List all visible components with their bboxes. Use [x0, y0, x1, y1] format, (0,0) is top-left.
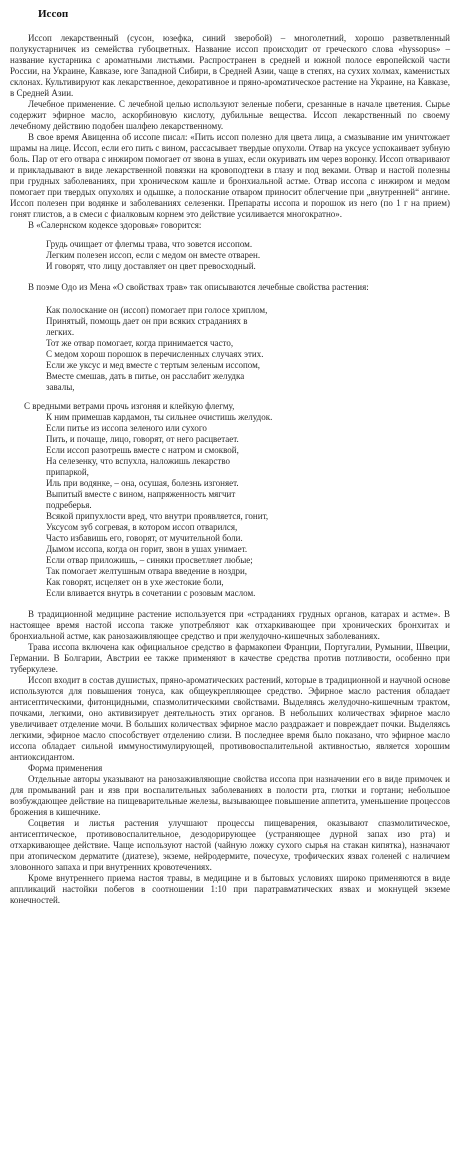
poem-line: Если же уксус и мед вместе с тертым зеленым иссопом,	[46, 360, 261, 370]
poem-odo-part-1	[10, 305, 450, 393]
paragraph-medical-use: Лечебное применение. С лечебной целью используют зеленые побеги, срезанные в начале цветения. Сырье содержит эфирное масло, аскорбиновую кислоту, дубильные вещества. Иссоп лекарственный по своему лечебному действию подобен шалфею лекарственному.	[10, 99, 450, 131]
paragraph-pharmacopoeia: Трава иссопа включена как официальное средство в фармакопеи Франции, Португалии, Румынии, Швеции, Германии. В Болгарии, Австрии ее также применяют в качестве средства против потливости, особенно при туберкулезе.	[10, 642, 450, 674]
poem-line: подреберья.	[46, 500, 92, 510]
poem-line: Грудь очищает от флегмы трава, что зовется иссопом.	[46, 239, 253, 249]
poem-line: Уксусом зуб согревая, в котором иссоп отварился,	[46, 522, 238, 532]
poem-line: С медом хорош порошок в перечисленных случаях этих.	[46, 349, 264, 359]
section-heading-form: Форма применения	[28, 763, 103, 773]
poem-line: Если отвар приложишь, – синяки просветляет любые;	[46, 555, 253, 565]
closing-section	[10, 609, 450, 906]
poem-line: Если вливается внутрь в сочетании с розовым маслом.	[46, 588, 256, 598]
poem-line: Выпитый вместе с вином, напряженность мягчит	[46, 489, 236, 499]
poem-line: легких.	[46, 327, 75, 337]
poem-line: Как полоскание он (иссоп) помогает при голосе хриплом,	[46, 305, 268, 315]
poem-line: Если питье из иссопа зеленого или сухого	[46, 423, 207, 433]
poem-line: Вместе смешав, дать в питье, он расслабит желудка	[46, 371, 245, 381]
poem-line: Как говорят, исцеляет он в ухе жестокие боли,	[46, 577, 224, 587]
poem-line: Так помогает желтушным отвара введение в ноздри,	[46, 566, 248, 576]
paragraph-wound-healing: Отдельные авторы указывают на ранозаживляющие свойства иссопа при назначении его в виде примочек и для промываний ран и язв при воспалительных заболеваниях в полости рта, глотки и гортани; небольшое возбуждающее действие на пищеварительные железы, вызывающее повышение аппетита, уменьшение процессов брожения в кишечнике.	[10, 774, 450, 817]
poem-line: Легким полезен иссоп, если с медом он вместе отварен.	[46, 250, 261, 260]
poem-line: Дымом иссопа, когда он горит, звон в ушах унимает.	[46, 544, 248, 554]
poem-line: припаркой,	[46, 467, 89, 477]
poem-line: Тот же отвар помогает, когда принимается часто,	[46, 338, 234, 348]
poem-line: К ним примешав кардамон, ты сильнее очистишь желудок.	[46, 412, 273, 422]
poem-salerno	[10, 239, 450, 272]
paragraph-description: Иссоп лекарственный (сусон, юзефка, синий зверобой) – многолетний, хорошо разветвленный полукустарничек из семейства губоцветных. Название иссоп происходит от греческого слова «hyssopus» – название кустарника с ароматными листьями. Распространен в средней и южной полосе европейской части России, на Украине, Кавказе, юге Западной Сибири, в Средней Азии, чаще в степях, на сухих холмах, каменистых склонах. Культивируют как лекарственное, декоративное и пряно-ароматическое растение на Украине, на Кавказе, в Средней Азии.	[10, 33, 450, 98]
poem-line: Иль при водянке, – она, осушая, болезнь изгоняет.	[46, 478, 239, 488]
intro-section	[10, 33, 450, 231]
poem-line: Принятый, помощь дает он при всяких страданиях в	[46, 316, 248, 326]
paragraph-applications: Кроме внутреннего приема настоя травы, в медицине и в бытовых условиях широко применяются в виде аппликаций настойки побегов в соотношении 1:10 при паратравматических язвах и мокнущей экземе конечностей.	[10, 873, 450, 905]
poem-line: И говорят, что лицу доставляет он цвет превосходный.	[46, 261, 256, 271]
poem-line: Часто избавишь его, говорят, от мучительной боли.	[46, 533, 243, 543]
poem-line: На селезенку, что вспухла, наложишь лекарство	[46, 456, 231, 466]
odo-intro: В поэме Одо из Мена «О свойствах трав» так описываются лечебные свойства растения:	[28, 282, 369, 292]
paragraph-essential-oil: Иссоп входит в состав душистых, пряно-ароматических растений, которые в традиционной и научной основе используются для повышения тонуса, как общеукрепляющее средство. Эфирное масло растения обладает антисептическими, фитонцидными, спазмолитическими свойствами. Выделяясь желудочно-кишечным трактом, почками, легкими, оно активизирует деятельность этих органов. В небольших количествах эфирное масло увеличивает отделение мочи. В больших количествах эфирное масло раздражает и повреждает почки. Выделяясь легкими, эфирное масло способствует отделению слизи. В последнее время было показано, что эфирное масло иссопа обладает сильной иммуностимулирующей, противовоспалительной активностью, является хорошим антиоксидантом.	[10, 675, 450, 762]
paragraph-digestion: Соцветия и листья растения улучшают процессы пищеварения, оказывают спазмолитическое, антисептическое, противовоспалительное, дезодорирующее (устраняющее дурной запах изо рта) и отхаркивающее действие. Чаще используют настой (чайную ложку сухого сырья на стакан кипятка), назначают при атопическом дерматите (диатезе), экземе, нейродермите, почесухе, трофических язвах голеней с наличием зловонного запаха и при внутренних кровотечениях.	[10, 818, 450, 872]
article-title: Иссоп	[38, 8, 69, 20]
poem-line: завалы,	[46, 382, 75, 392]
paragraph-traditional-medicine: В традиционной медицине растение используется при «страданиях грудных органов, катарах и астме». В настоящее время настой иссопа также употребляют как отхаркивающее при хронических бронхитах и бронхиальной астме, как ранозаживляющее средство и при желудочно-кишечных заболеваниях.	[10, 609, 450, 641]
paragraph-avicenna: В свое время Авиценна об иссопе писал: «Пить иссоп полезно для цвета лица, а смазывание им уничтожает шрамы на лице. Иссоп, если его пить с вином, рассасывает твердые опухоли. Отвар на уксусе успокаивает зубную боль. Пар от его отвара с инжиром помогает от звона в ушах, если окуривать им через воронку. Иссоп отваривают и прикладывают в виде лекарственной повязки на кровоподтеки в глазу и под веками. Отвар и настой полезны при грудных заболеваниях, при хроническом кашле и бронхиальной астме. Отвар иссопа с инжиром и медом помогает при твердых опухолях и одышке, а полоскание отваром приносит облегчение при „внутренней“ ангине. Иссоп полезен при водянке и заболеваниях селезенки. Препараты иссопа и порошок из него (по 1 г на прием) гонят глистов, а в смеси с фиалковым корнем это действие усиливается многократно».	[10, 132, 450, 219]
poem-line: Пить, и почаще, лицо, говорят, от него расцветает.	[46, 434, 239, 444]
poem-line: С вредными ветрами прочь изгоняя и клейкую флегму,	[24, 401, 235, 411]
poem-line: Если иссоп разотрешь вместе с натром и смоквой,	[46, 445, 239, 455]
poem-odo-part-2	[10, 401, 450, 599]
salerno-intro: В «Салернском кодексе здоровья» говорится:	[28, 220, 202, 230]
poem-line: Всякой припухлости вред, что внутри проявляется, гонит,	[46, 511, 269, 521]
